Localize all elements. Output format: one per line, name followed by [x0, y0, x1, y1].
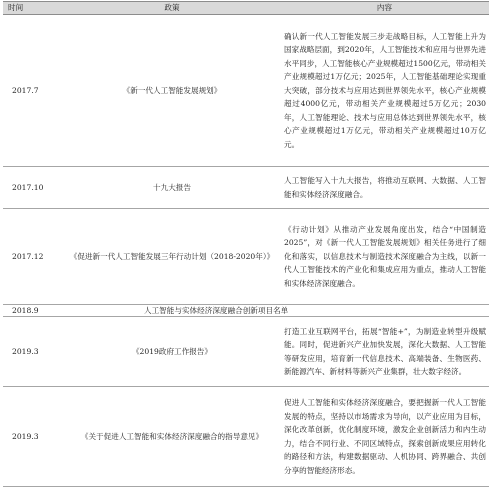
header-content: 内容 [280, 2, 489, 15]
header-row [3, 2, 489, 15]
table-row [3, 15, 489, 167]
cell-policy: 《新一代人工智能发展规划》 [64, 15, 280, 167]
cell-content: 确认新一代人工智能发展三步走战略目标，人工智能上升为国家战略层面，到2020年，人工智能技术和应用与世界先进水平同步，人工智能核心产业规模超过1500亿元，带动相关产业规模超过1万亿元；2025年，人工智能基础理论实现重大突破，部分技术与应用达到世界领先水平，核心产业规模超过4000亿元，带动相关产业规模超过5万亿元；2030年，人工智能理论、技术与应用总体达到世界领先水平，核心产业规模超过1万亿元，带动相关产业规模超过10万亿元。 [280, 15, 489, 167]
cell-policy: 《2019政府工作报告》 [64, 317, 280, 387]
cell-time: 2017.10 [3, 167, 64, 209]
cell-content: 促进人工智能和实体经济深度融合，要把握新一代人工智能发展的特点，坚持以市场需求为导向，以产业应用为目标，深化改革创新，优化制度环境，激发企业创新活力和内生动力，结合不同行业、不同区域特点，探索创新成果应用转化的路径和方法，构建数据驱动、人机协同、跨界融合、共创分享的智能经济形态。 [280, 387, 489, 487]
cell-time: 2019.3 [3, 317, 64, 387]
cell-content: 人工智能写入十九大报告，将推动互联网、大数据、人工智能和实体经济深度融合。 [280, 167, 489, 209]
cell-time: 2017.12 [3, 209, 64, 305]
policy-table [3, 2, 489, 487]
cell-time: 2018.9 [3, 305, 64, 317]
merged-policy-text: 人工智能与实体经济深度融合创新项目名单 [144, 306, 289, 315]
cell-time: 2017.7 [3, 15, 64, 167]
table-body [3, 15, 489, 487]
cell-policy: 十九大报告 [64, 167, 280, 209]
table-header [3, 2, 489, 15]
table-row [3, 317, 489, 387]
table-row [3, 305, 489, 317]
cell-policy: 《促进新一代人工智能发展三年行动计划（2018-2020年）》 [64, 209, 280, 305]
cell-time: 2019.3 [3, 387, 64, 487]
cell-policy: 《关于促进人工智能和实体经济深度融合的指导意见》 [64, 387, 280, 487]
cell-policy-merged [64, 305, 489, 317]
table-row [3, 167, 489, 209]
cell-content: 《行动计划》从推动产业发展角度出发，结合“中国制造2025”，对《新一代人工智能发展规划》相关任务进行了细化和落实，以信息技术与制造技术深度融合为主线，以新一代人工智能技术的产业化和集成应用为重点，推动人工智能和实体经济深度融合。 [280, 209, 489, 305]
header-policy: 政策 [64, 2, 280, 15]
cell-content: 打造工业互联网平台，拓展“智能+”，为制造业转型升级赋能。同时，促进新兴产业加快发展，深化大数据、人工智能等研发应用，培育新一代信息技术、高端装备、生物医药、新能源汽车、新材料等新兴产业集群，壮大数字经济。 [280, 317, 489, 387]
table-row [3, 387, 489, 487]
header-time: 时间 [3, 2, 64, 15]
table-row [3, 209, 489, 305]
